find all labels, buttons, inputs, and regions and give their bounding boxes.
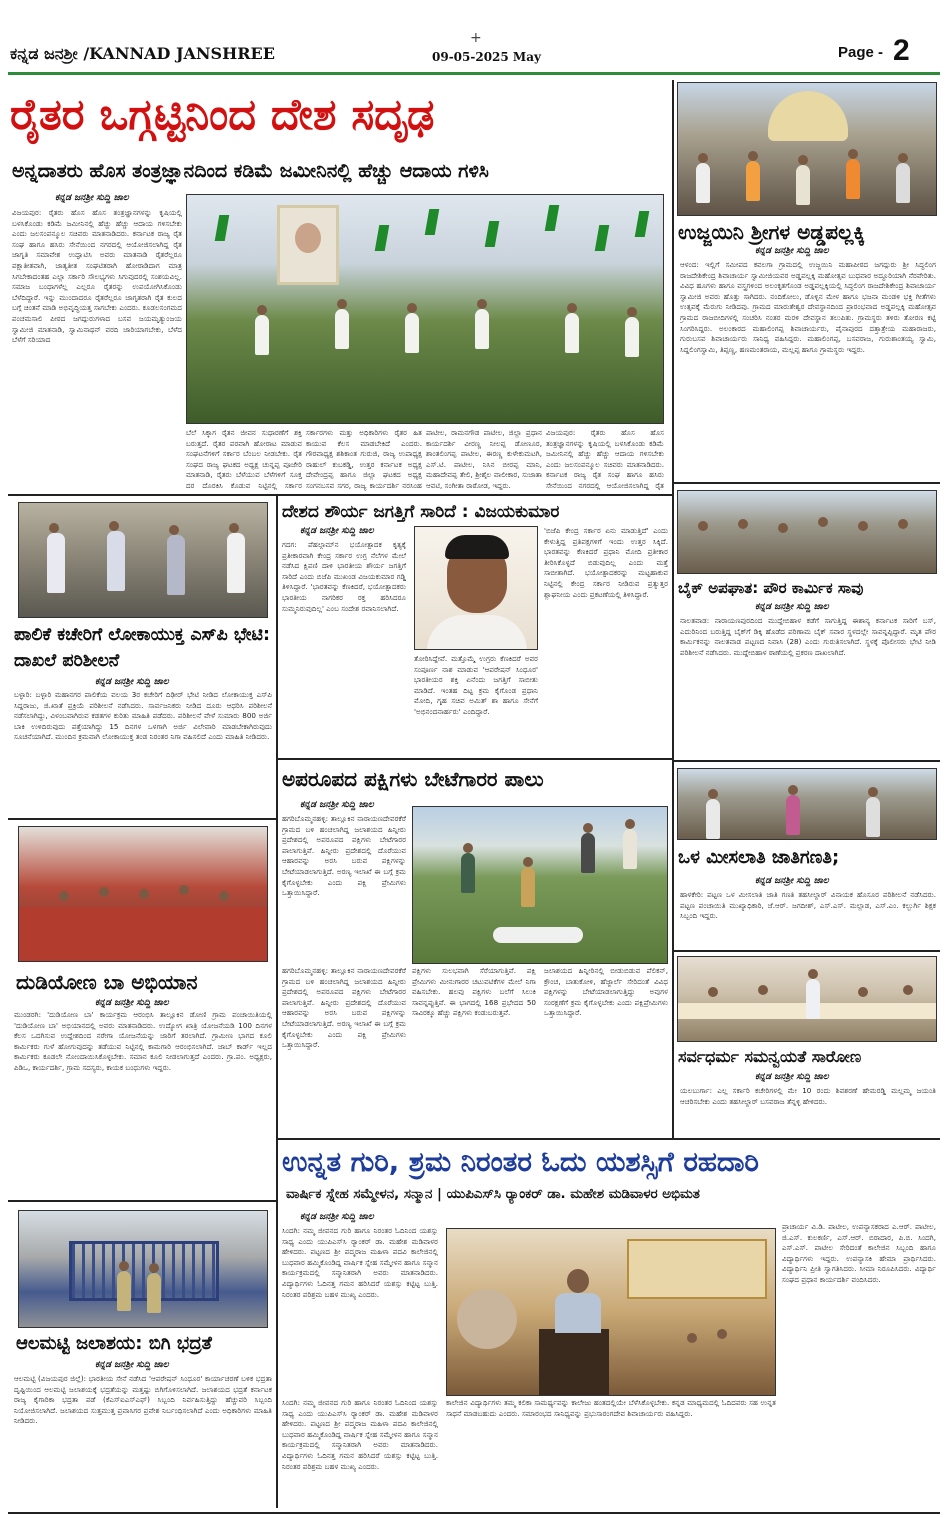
sarvadharma-headline: ಸರ್ವಧರ್ಮ ಸಮನ್ವಯತೆ ಸಾರೋಣ xyxy=(678,1047,862,1066)
section-divider xyxy=(8,1200,276,1202)
unnata-body-col4: ಸಿಂದಗಿ: ನಮ್ಮ ಜೀವನದ ಗುರಿ ಹಾಗೂ ನಿರಂತರ ಓದಿನಿಂದ ಯಶಸ್ಸು ಸಾಧ್ಯ ಎಂದು ಯುಪಿಎಸ್‌ಸಿ ರ್‍ಯಾಂಕರ್ ಡಾ. ಮಹೇಶ ಮಡಿವಾಳರ ಹೇಳಿದರು. ಪಟ್ಟಣದ ಶ್ರೀ ಪದ್ಮರಾಜ ಮಹಿಳಾ ಪದವಿ ಕಾಲೇಜಿನಲ್ಲಿ ಬುಧವಾರ ಹಮ್ಮಿಕೊಂಡಿದ್ದ ವಾರ್ಷಿಕ ಸ್ನೇಹ ಸಮ್ಮೇಳನ ಹಾಗೂ ಸನ್ಮಾನ ಕಾರ್ಯಕ್ರಮದಲ್ಲಿ ಸನ್ಮಾನಿತರಾಗಿ ಅವರು ಮಾತನಾಡಿದರು. ವಿದ್ಯಾರ್ಥಿಗಳು ಓದಿನತ್ತ ಗಮನ ಹರಿಸಿದರೆ ಯಶಸ್ಸು ಕಟ್ಟಿಟ್ಟ ಬುತ್ತಿ. ನಿರಂತರ ಪರಿಶ್ರಮ ಬಹಳ ಮುಖ್ಯ ಎಂದರು. xyxy=(282,1398,438,1471)
almatti-headline: ಆಲಮಟ್ಟಿ ಜಲಾಶಯ: ಬಿಗಿ ಭದ್ರತೆ xyxy=(16,1333,212,1354)
birds-byline: ಕನ್ನಡ ಜನಶ್ರೀ ಸುದ್ದಿ ಜಾಲ xyxy=(300,800,374,810)
lead-headline: ರೈತರ ಒಗ್ಗಟ್ಟಿನಿಂದ ದೇಶ ಸದೃಢ xyxy=(10,90,435,140)
vijayakumar-byline: ಕನ್ನಡ ಜನಶ್ರೀ ಸುದ್ದಿ ಜಾಲ xyxy=(300,526,374,536)
lokayukta-body: ಬಳ್ಳಾರಿ: ಬಳ್ಳಾರಿ ಮಹಾನಗರ ಪಾಲಿಕೆಯ ವಲಯ 3ರ ಕಚೇರಿಗೆ ದಿಢೀರ್ ಭೇಟಿ ನೀಡಿದ ಲೋಕಾಯುಕ್ತ ಎಸ್‌ಪಿ ಸಿದ್ದರಾಜು, ಜಿ.ಖಾತೆ ಪ್ರಕ್ರಿಯೆ ಪರಿಶೀಲನೆ ನಡೆಸಿದರು. ಸಾರ್ವಜನಿಕರು ನೀಡಿದ ದೂರು ಆಧರಿಸಿ ಪರಿಶೀಲನೆ ನಡೆಸಲಾಗಿದ್ದು, ವಿಳಂಬವಾಗಿರುವ ಕಡತಗಳ ಕುರಿತು ಮಾಹಿತಿ ಪಡೆದರು. ಪರಿಶೀಲನೆ ವೇಳೆ ಸುಮಾರು 800 ಅರ್ಜಿ ಬಾಕಿ ಉಳಿದಿರುವುದು ಪತ್ತೆಯಾಗಿದ್ದು 15 ದಿನಗಳ ಒಳಗಾಗಿ ಅರ್ಜಿ ವಿಲೇವಾರಿ ಮಾಡಬೇಕಾಗಿರುವುದು ಸೂಚನೆಯಾಗಿದೆ. ಮುಂದಿನ ಕ್ರಮವಾಗಿ ಲೋಕಾಯುಕ್ತ ತಂಡ ನಿರಂತರ ನಿಗಾ ವಹಿಸಲಿದೆ ಎಂದು ಮಾಹಿತಿ ನೀಡಿದರು. xyxy=(14,690,272,742)
guard xyxy=(147,1273,161,1313)
bike-body: ನಾಲತವಾಡ: ನಾರಾಯಣಪುರದಿಂದ ಮುದ್ದೇಬಿಹಾಳ ಕಡೆಗೆ ಸಾಗುತ್ತಿದ್ದ ಈಶಾನ್ಯ ಕರ್ನಾಟಕ ಸಾರಿಗೆ ಬಸ್, ಎದುರಿನಿಂದ ಬರುತ್ತಿದ್ದ ಬೈಕ್‌ಗೆ ಡಿಕ್ಕಿ ಹೊಡೆದ ಪರಿಣಾಮ ಬೈಕ್ ಸವಾರ ಸ್ಥಳದಲ್ಲೇ ಸಾವನ್ನಪ್ಪಿದ್ದಾರೆ. ಮೃತ ಪೌರ ಕಾರ್ಮಿಕನನ್ನು ನಾಲತವಾಡ ಪಟ್ಟಣದ ನಿವಾಸಿ (28) ಎಂದು ಗುರುತಿಸಲಾಗಿದೆ. ಸ್ಥಳಕ್ಕೆ ಪೊಲೀಸರು ಭೇಟಿ ನೀಡಿ ಪರಿಶೀಲನೆ ನಡೆಸಿದರು. ಮುದ್ದೇಬಿಹಾಳ ಠಾಣೆಯಲ್ಲಿ ಪ್ರಕರಣ ದಾಖಲಾಗಿದೆ. xyxy=(680,616,936,657)
hair xyxy=(445,535,509,559)
person xyxy=(687,1333,697,1343)
page-label: Page - xyxy=(838,44,884,61)
person xyxy=(167,535,185,595)
unnata-subheadline: ವಾರ್ಷಿಕ ಸ್ನೇಹ ಸಮ್ಮೇಳನ, ಸನ್ಮಾನ | ಯುಪಿಎಸ್‌ಸಿ ರ್‍ಯಾಂಕರ್ ಡಾ. ಮಹೇಶ ಮಡಿವಾಳರ ಅಭಿಮತ xyxy=(286,1187,700,1202)
masthead xyxy=(0,0,945,74)
ujjaini-byline: ಕನ್ನಡ ಜನಶ್ರೀ ಸುದ್ದಿ ಜಾಲ xyxy=(755,246,829,256)
birds-body-col2: ಪಕ್ಷಿಗಳು ಸುಲಭವಾಗಿ ಸೆರೆಯಾಗುತ್ತಿವೆ. ಪಕ್ಷಿ ಪ್ರೇಮಿಗಳು ಮೀನುಗಾರರ ಚಟುವಟಿಕೆಗಳ ಮೇಲೆ ನಿಗಾ ವಹಿಸಬೇಕು. ಹಲವು ಪಕ್ಷಿಗಳು ಬಲೆಗೆ ಸಿಲುಕಿ ಸಾವನ್ನಪ್ಪುತ್ತಿವೆ. ಈ ಭಾಗದಲ್ಲಿ 168 ಪ್ರಭೇದದ 50 ಸಾವಿರಕ್ಕೂ ಹೆಚ್ಚು ಪಕ್ಷಿಗಳು ಕಂಡುಬರುತ್ತವೆ. xyxy=(412,966,536,1018)
person xyxy=(706,799,720,839)
crop-mark-icon: + xyxy=(470,30,482,46)
person xyxy=(337,299,347,309)
vijayakumar-headline: ದೇಶದ ಶೌರ್ಯ ಜಗತ್ತಿಗೆ ಸಾರಿದೆ : ವಿಜಯಕುಮಾರ xyxy=(282,502,560,522)
person xyxy=(788,785,798,795)
vijayakumar-portrait-photo xyxy=(414,526,538,650)
person xyxy=(477,299,487,309)
person xyxy=(107,531,125,591)
person xyxy=(335,309,349,349)
person xyxy=(808,969,818,979)
person xyxy=(858,521,868,531)
green-flag-icon xyxy=(635,211,650,237)
person xyxy=(475,309,489,349)
person xyxy=(778,523,788,533)
person xyxy=(257,305,267,315)
person xyxy=(818,517,828,527)
podium xyxy=(539,1329,609,1396)
person xyxy=(748,151,758,161)
palanquin-procession-photo xyxy=(677,82,937,216)
person xyxy=(567,303,577,313)
person xyxy=(565,313,579,353)
person xyxy=(99,887,109,897)
lead-body-col4: ಪಾಟೀಲ, ರಾಮನಗೌಡ ಪಾಟೀಲ, ಜಿಲ್ಲಾ ಪ್ರಧಾನ ಕಾರ್ಯದರ್ಶಿ ವೀರಣ್ಣ ನೀಲಪ್ಪ ಡೋಣೂರ, ಶಾಂತಲಿಂಗಪ್ಪ ಪಾಟೀಲ, ಈರಣ್ಣ ಕುಳೇಕುಮಟಗಿ, ಎಸ್.ಟಿ. ಪಾಟೀಲ, ನಿಸಿನ ಬೀರಪ್ಪ ಮಾನಿ, ಮಹಾದೇವಪ್ಪ ತೇಲಿ, ಶ್ರೀಶೈಲ ವಾಲೀಕಾರ, ಸುಜಾತಾ ಆವಟಿ, ಸಂಗೀತಾ ರಾಠೋಡ, ಇದ್ದರು. xyxy=(426,428,542,490)
person xyxy=(521,867,535,907)
person xyxy=(405,313,419,353)
person xyxy=(47,533,65,593)
person xyxy=(848,149,858,159)
birds-body-col4: ಹಗರಿಬೊಮ್ಮನಹಳ್ಳಿ: ತಾಲ್ಲೂಕಿನ ನಾರಾಯಣದೇವರಕೆರೆ ಗ್ರಾಮದ ಬಳಿ ಹಂಚಲಾಗಿದ್ದ ಜಲಾಶಯದ ಹಿನ್ನೀರು ಪ್ರದೇಶದಲ್ಲಿ ಅಪರೂಪದ ಪಕ್ಷಿಗಳು ಬೇಟೆಗಾರರ ಪಾಲಾಗುತ್ತಿವೆ. ಹಿನ್ನೀರು ಪ್ರದೇಶದಲ್ಲಿ ದೊರೆಯುವ ಆಹಾರವನ್ನು ಅರಸಿ ಬರುವ ಪಕ್ಷಿಗಳನ್ನು ಬೇಟೆಯಾಡಲಾಗುತ್ತಿದೆ. ಅರಣ್ಯ ಇಲಾಖೆ ಈ ಬಗ್ಗೆ ಕ್ರಮ ಕೈಗೊಳ್ಳಬೇಕು ಎಂದು ಪಕ್ಷಿ ಪ್ರೇಮಿಗಳು ಒತ್ತಾಯಿಸಿದ್ದಾರೆ. xyxy=(282,966,406,1050)
person xyxy=(758,985,768,995)
red-mat xyxy=(19,907,268,962)
page-bottom-rule xyxy=(8,1512,940,1514)
person xyxy=(581,833,595,873)
green-flag-icon xyxy=(425,209,440,235)
person xyxy=(625,317,639,357)
guard xyxy=(117,1271,131,1311)
sarvadharma-body: ಯಲಬುರ್ಗಾ: ಎಲ್ಲ ಸರ್ಕಾರಿ ಕಚೇರಿಗಳಲ್ಲಿ ಮೇ 10 ರಂದು ಶಿವಶರಣೆ ಹೇಮರಡ್ಡಿ ಮಲ್ಲಮ್ಮ ಜಯಂತಿ ಆಚರಿಸಬೇಕು ಎಂದು ತಹಸೀಲ್ದಾರ್ ಬಸವರಾಜ ತೆನ್ನಳ್ಳಿ ಹೇಳಿದರು. xyxy=(680,1086,936,1106)
person xyxy=(463,843,473,853)
person xyxy=(786,795,800,835)
guard xyxy=(119,1261,129,1271)
person xyxy=(109,521,119,531)
person xyxy=(139,889,149,899)
person xyxy=(698,521,708,531)
section-divider xyxy=(674,950,940,952)
farmers-rally-photo xyxy=(186,194,664,424)
birds-body-col3: ಜಲಾಶಯದ ಹಿನ್ನೀರಿನಲ್ಲಿ ಬೀಡುಬಿಡುವ ಪೆಲಿಕನ್, ಕ್ರೌಂಚ, ಬಾತುಕೋಳಿ, ಹೆಜ್ಜಾರ್ಲೆ ಸೇರಿದಂತೆ ವಿವಿಧ ಪಕ್ಷಿಗಳನ್ನು ಬೇಟೆಯಾಡಲಾಗುತ್ತಿದ್ದು ಅವುಗಳ ಸಂರಕ್ಷಣೆಗೆ ಕ್ರಮ ಕೈಗೊಳ್ಳಬೇಕು ಎಂದು ಪಕ್ಷಿಪ್ರೇಮಿಗಳು ಒತ್ತಾಯಿಸಿದ್ದಾರೆ. xyxy=(544,966,668,1018)
section-divider xyxy=(8,494,672,496)
section-divider xyxy=(674,760,940,762)
ujjaini-body: ಆಳಂದ: ಇಲ್ಲಿಗೆ ಸಮೀಪದ ಕವಲಗಾ ಗ್ರಾಮದಲ್ಲಿ ಉಜ್ಜಯಿನಿ ಮಹಾಪೀಠದ ಜಗದ್ಗುರು ಶ್ರೀ ಸಿದ್ಧಲಿಂಗ ರಾಜದೇಶಿಕೇಂದ್ರ ಶಿವಾಚಾರ್ಯ ಸ್ವಾಮೀಜಿಯವರ ಅಡ್ಡಪಲ್ಲಕ್ಕಿ ಮಹೋತ್ಸವ ಬುಧವಾರ ಅದ್ಧೂರಿಯಾಗಿ ನೆರವೇರಿತು. ವಿವಿಧ ಹೂಗಳು ಹಾಗೂ ವಸ್ತ್ರಗಳಿಂದ ಅಲಂಕೃತಗೊಂಡ ಅಡ್ಡಪಲ್ಲಕ್ಕಿಯಲ್ಲಿ ಸಿದ್ಧಲಿಂಗ ರಾಜದೇಶಿಕೇಂದ್ರ ಶಿವಾಚಾರ್ಯ ಸ್ವಾಮೀಜಿ ಅವರು ಹೊತ್ತು ಸಾಗಿದರು. ನಂದಿಕೋಲು, ಡೊಳ್ಳಿನ ಮೇಳ ಹಾಗೂ ಭಜನಾ ಮಂಡಳಿ ಭಕ್ತಿ ಗೀತೆಗಳು ಉತ್ಸವಕ್ಕೆ ಮೆರುಗು ನೀಡಿದವು. ಗ್ರಾಮದ ಮಾರುತೇಶ್ವರ ದೇವಸ್ಥಾನದಿಂದ ಪ್ರಾರಂಭವಾದ ಅಡ್ಡಪಲ್ಲಕ್ಕಿ ಮಹೋತ್ಸವ ಗ್ರಾಮದ ರಾಜಬೀದಿಗಳಲ್ಲಿ ಸಂಚರಿಸಿ ನಂತರ ಮರಳಿ ದೇವಸ್ಥಾನ ತಲುಪಿತು. ಗ್ರಾಮಸ್ಥರು ತಳಿರು ತೋರಣ ಕಟ್ಟಿ ಸಿಂಗರಿಸಿದ್ದರು. ಅಲಂಕಾರದ ಮಹಾಲಿಂಗಪ್ಪ ಶಿವಾಚಾರ್ಯರು, ಪೈನಾಪುರದ ದತ್ತಾತ್ರೇಯ ಮಹಾರಾಜರು, ಗುರುಬಸವ ಶಿವಾಚಾರ್ಯರು ಸಾನಿಧ್ಯ ವಹಿಸಿದ್ದರು. ಮಹಾಲಿಂಗಪ್ಪ, ಬಸವರಾಜ, ಗುರುಶಾಂತಯ್ಯ ಸ್ವಾಮಿ, ಸಿದ್ದಲಿಂಗಸ್ವಾಮಿ, ತಿಪ್ಪಣ್ಣ, ಹಣಮಂತರಾಯ, ಮಲ್ಲಪ್ಪ ಹಾಗೂ ಗ್ರಾಮಸ್ಥರು ಇದ್ದರು. xyxy=(680,260,936,354)
person xyxy=(717,1329,727,1339)
dam-gate xyxy=(69,1241,219,1301)
person xyxy=(59,891,69,901)
lead-body-col5: ವಿಜಯಪುರ: ರೈತರು ಹೊಸ ಹೊಸ ತಂತ್ರಜ್ಞಾನಗಳನ್ನು ಕೃಷಿಯಲ್ಲಿ ಬಳಸಿಕೊಂಡು ಕಡಿಮೆ ಜಮೀನಿನಲ್ಲಿ ಹೆಚ್ಚು ಹೆಚ್ಚು ಆದಾಯ ಗಳಿಸಬೇಕು ಎಂದು ಜಲಸಂಪನ್ಮೂಲ ಸಚಿವರು ಮಾತನಾಡಿದರು. ಕರ್ನಾಟಕ ರಾಜ್ಯ ರೈತ ಸಂಘ ಹಾಗೂ ಹಸಿರು ಸೇನೆಯಿಂದ ನಗರದಲ್ಲಿ ಆಯೋಜಿಸಲಾಗಿದ್ದ ರೈತ xyxy=(546,428,664,490)
column-divider xyxy=(672,80,674,1138)
person xyxy=(868,787,878,797)
guard xyxy=(149,1263,159,1273)
person xyxy=(798,155,808,165)
person xyxy=(219,891,229,901)
sarvadharma-byline: ಕನ್ನಡ ಜನಶ್ರೀ ಸುದ್ದಿ ಜಾಲ xyxy=(755,1072,829,1082)
lead-body-col1: ವಿಜಯಪುರ: ರೈತರು ಹೊಸ ಹೊಸ ತಂತ್ರಜ್ಞಾನಗಳನ್ನು ಕೃಷಿಯಲ್ಲಿ ಬಳಸಿಕೊಂಡು ಕಡಿಮೆ ಜಮೀನಿನಲ್ಲಿ ಹೆಚ್ಚು ಹೆಚ್ಚು ಆದಾಯ ಗಳಿಸಬೇಕು ಎಂದು ಜಲಸಂಪನ್ಮೂಲ ಸಚಿವರು ಮಾತನಾಡಿದರು. ಕರ್ನಾಟಕ ರಾಜ್ಯ ರೈತ ಸಂಘ ಹಾಗೂ ಹಸಿರು ಸೇನೆಯಿಂದ ನಗರದಲ್ಲಿ ಆಯೋಜಿಸಲಾಗಿದ್ದ ರೈತ ಜಾಗೃತಿ ಸಮಾವೇಶ ಉದ್ಘಾಟಿಸಿ ಅವರು ಮಾತನಾಡಿ ರೈತರೆಲ್ಲರೂ ಪಕ್ಷಾತೀತವಾಗಿ, ಜಾತ್ಯತೀತ ಸಂಘಟಿತರಾಗಿ ಹೋರಾಡಿದಾಗ ಮಾತ್ರ ಸಿಗಬೇಕಾದಂತಹ ಎಲ್ಲಾ ಸರ್ಕಾರಿ ಸೌಲಭ್ಯಗಳು ಸಿಗುವುದರಲ್ಲಿ ಸಂಶಯವಿಲ್ಲ. ಸಮಾಜ ಬಂಧಾಗಳೆಲ್ಲ ಎಲ್ಲರೂ ರೈತರನ್ನು ಉಪಯೋಗಿಸಿಕೊಂಡು ಬೆಳೆದಿದ್ದಾರೆ. ಇನ್ನು ಮುಂದಾದರೂ ರೈತರೆಲ್ಲರೂ ಜಾಗೃತರಾಗಿ ರೈತ ಕುಲದ ಬಗ್ಗೆ ಚಿಂತನೆ ಮಾಡಿ ಅಭಿವೃದ್ಧಿಯತ್ತ ಸಾಗಬೇಕು ಎಂದರು. ಕೂಡಲಸಂಗಮದ ಪಂಚಮಸಾಲಿ ಪೀಠದ ಜಗದ್ಗುರುಗಳಾದ ಬಸವ ಜಯಮೃತ್ಯುಂಜಯ ಸ್ವಾಮೀಜಿ ಮಾತನಾಡಿ, ಸ್ವಾಮಿನಾಥನ್ ವರದಿ ಜಾರಿಯಾಗಬೇಕು, ಬೆಳೆದ ಬೆಳೆಗೆ ಸರಿಯಾದ xyxy=(12,208,182,345)
person xyxy=(796,165,810,205)
ujjaini-headline: ಉಜ್ಜಯಿನಿ ಶ್ರೀಗಳ ಅಡ್ಡಪಲ್ಲಕ್ಕಿ xyxy=(678,220,865,244)
column-divider xyxy=(276,496,278,1508)
person xyxy=(846,159,860,199)
person xyxy=(461,853,475,893)
lokayukta-visit-photo xyxy=(18,502,268,618)
person xyxy=(627,307,637,317)
issue-date: 09-05-2025 May xyxy=(432,50,541,64)
unnata-body-col1: ಸಿಂದಗಿ: ನಮ್ಮ ಜೀವನದ ಗುರಿ ಹಾಗೂ ನಿರಂತರ ಓದಿನಿಂದ ಯಶಸ್ಸು ಸಾಧ್ಯ ಎಂದು ಯುಪಿಎಸ್‌ಸಿ ರ್‍ಯಾಂಕರ್ ಡಾ. ಮಹೇಶ ಮಡಿವಾಳರ ಹೇಳಿದರು. ಪಟ್ಟಣದ ಶ್ರೀ ಪದ್ಮರಾಜ ಮಹಿಳಾ ಪದವಿ ಕಾಲೇಜಿನಲ್ಲಿ ಬುಧವಾರ ಹಮ್ಮಿಕೊಂಡಿದ್ದ ವಾರ್ಷಿಕ ಸ್ನೇಹ ಸಮ್ಮೇಳನ ಹಾಗೂ ಸನ್ಮಾನ ಕಾರ್ಯಕ್ರಮದಲ್ಲಿ ಸನ್ಮಾನಿತರಾಗಿ ಅವರು ಮಾತನಾಡಿದರು. ವಿದ್ಯಾರ್ಥಿಗಳು ಓದಿನತ್ತ ಗಮನ ಹರಿಸಿದರೆ ಯಶಸ್ಸು ಕಟ್ಟಿಟ್ಟ ಬುತ್ತಿ. ನಿರಂತರ ಪರಿಶ್ರಮ ಬಹಳ ಮುಖ್ಯ ಎಂದರು. xyxy=(282,1226,438,1299)
lead-body-col2: ಬೆಲೆ ಸಿಕ್ಕಾಗ ರೈತನ ಜೀವನ ಸುಧಾರಣೆಗೆ ಶಕ್ತಿ ಬರುತ್ತದೆ. ರೈತರ ಪರವಾಗಿ ಹೋರಾಟ ಮಾಡುವ ಸಂಘಟನೆಗಳಿಗೆ ಸರ್ಕಾರ ಬೆಂಬಲ ನೀಡಬೇಕು. ರೈತ ಸಂಘದ ರಾಜ್ಯ ಘಟಕದ ಅಧ್ಯಕ್ಷ ಚುನ್ನಪ್ಪ ಪೂಜೇರಿ ಮಾತನಾಡಿ, ರೈತರು ಬೆಳೆಯುವ ಬೆಳೆಗಳಿಗೆ ಸೂಕ್ತ ದರ ದೊರಕಿಸಿ ಕೊಡುವ ನಿಟ್ಟಿನಲ್ಲಿ ಸರ್ಕಾರ xyxy=(186,428,302,490)
masthead-title: ಕನ್ನಡ ಜನಶ್ರೀ /KANNAD JANSHREE xyxy=(10,44,275,63)
census-survey-photo xyxy=(677,768,937,840)
masthead-divider xyxy=(8,72,940,75)
shirt xyxy=(427,615,527,650)
person xyxy=(698,153,708,163)
lead-subheadline: ಅನ್ನದಾತರು ಹೊಸ ತಂತ್ರಜ್ಞಾನದಿಂದ ಕಡಿಮೆ ಜಮೀನಿನಲ್ಲಿ ಹೆಚ್ಚು ಆದಾಯ ಗಳಿಸಿ xyxy=(12,160,489,182)
green-flag-icon xyxy=(485,221,500,247)
lead-byline: ಕನ್ನಡ ಜನಶ್ರೀ ಸುದ್ದಿ ಜಾಲ xyxy=(55,193,129,203)
vijayakumar-body-col2: ತೋರಿಸಿದ್ದೇವೆ. ಮತ್ತೊಮ್ಮೆ ಉಗ್ರರು ಕೆಣಕಿದರೆ ಅವರ ಸಂಪೂರ್ಣ ನಾಶ ಮಾಡುವ 'ಆಪರೇಷನ್ ಸಿಂಧೂರ' ಭಾರತೀಯರ ಶಕ್ತಿ ಏನೆಂದು ಜಗತ್ತಿಗೆ ಸಾಬೀತು ಮಾಡಿದೆ. ಇಂತಹ ದಿಟ್ಟ ಕ್ರಮ ಕೈಗೊಂಡ ಪ್ರಧಾನಿ ಮೋದಿ, ಗೃಹ ಸಚಿವ ಅಮಿತ್ ಶಾ ಹಾಗೂ ಸೇನೆಗೆ 'ಅಭಿನಂದನಾರ್ಹರು' ಎಂದಿದ್ದಾರೆ. xyxy=(414,654,538,716)
birds-headline: ಅಪರೂಪದ ಪಕ್ಷಿಗಳು ಬೇಟೆಗಾರರ ಪಾಲು xyxy=(282,767,544,791)
birds-body-col1: ಹಗರಿಬೊಮ್ಮನಹಳ್ಳಿ: ತಾಲ್ಲೂಕಿನ ನಾರಾಯಣದೇವರಕೆರೆ ಗ್ರಾಮದ ಬಳಿ ಹಂಚಲಾಗಿದ್ದ ಜಲಾಶಯದ ಹಿನ್ನೀರು ಪ್ರದೇಶದಲ್ಲಿ ಅಪರೂಪದ ಪಕ್ಷಿಗಳು ಬೇಟೆಗಾರರ ಪಾಲಾಗುತ್ತಿವೆ. ಹಿನ್ನೀರು ಪ್ರದೇಶದಲ್ಲಿ ದೊರೆಯುವ ಆಹಾರವನ್ನು ಅರಸಿ ಬರುವ ಪಕ್ಷಿಗಳನ್ನು ಬೇಟೆಯಾಡಲಾಗುತ್ತಿದೆ. ಅರಣ್ಯ ಇಲಾಖೆ ಈ ಬಗ್ಗೆ ಕ್ರಮ ಕೈಗೊಳ್ಳಬೇಕು ಎಂದು ಪಕ್ಷಿ ಪ್ರೇಮಿಗಳು ಒತ್ತಾಯಿಸಿದ್ದಾರೆ. xyxy=(282,814,406,898)
person xyxy=(898,519,908,529)
green-flag-icon xyxy=(595,225,610,251)
person xyxy=(229,523,239,533)
section-divider xyxy=(8,818,276,820)
bike-accident-crowd-photo xyxy=(677,490,937,574)
portrait-decoration xyxy=(457,1289,517,1349)
person xyxy=(708,987,718,997)
dudiyona-byline: ಕನ್ನಡ ಜನಶ್ರೀ ಸುದ್ದಿ ಜಾಲ xyxy=(95,998,169,1008)
person xyxy=(696,163,710,203)
person xyxy=(625,819,635,829)
person xyxy=(896,163,910,203)
dudiyona-meeting-photo xyxy=(18,826,268,962)
lead-body-col3: ಸರ್ಕಾರಗಳು ಮತ್ತು ಅಧಿಕಾರಿಗಳು ರೈತರ ಹಿತ ಕಾಯುವ ಕೆಲಸ ಮಾಡಬೇಕಿದೆ ಎಂದರು. ಗೌರವಾಧ್ಯಕ್ಷ ಶಶಿಕಾಂತ ಗುರುಜಿ, ರಾಜ್ಯ ಉಪಾಧ್ಯಕ್ಷ ರಾಹುಲ್ ಕುಬಕಡ್ಡಿ, ಉತ್ತರ ಕರ್ನಾಟಕ ಅಧ್ಯಕ್ಷ ದೇವೇಂದ್ರಪ್ಪ ಹಾಗೂ ಜಿಲ್ಲಾ ಘಟಕದ ಅಧ್ಯಕ್ಷ ಸಂಗನಬಸವ ಸಗರ, ರಾಜ್ಯ ಕಾರ್ಯದರ್ಶಿ ನರಸಿಂಹ xyxy=(306,428,422,490)
person xyxy=(903,985,913,995)
unnata-headline: ಉನ್ನತ ಗುರಿ, ಶ್ರಮ ನಿರಂತರ ಓದು ಯಶಸ್ಸಿಗೆ ರಹದಾರಿ xyxy=(282,1146,759,1178)
person xyxy=(858,987,868,997)
lokayukta-byline: ಕನ್ನಡ ಜನಶ್ರೀ ಸುದ್ದಿ ಜಾಲ xyxy=(95,677,169,687)
vijayakumar-body-col3: 'ಬಿಜೆಪಿ ಕೇಂದ್ರ ಸರ್ಕಾರ ಏನು ಮಾಡುತ್ತಿದೆ' ಎಂದು ಕೇಳುತ್ತಿದ್ದ ಪ್ರತಿಪಕ್ಷಗಳಿಗೆ ಇಂದು ಉತ್ತರ ಸಿಕ್ಕಿದೆ. ಭಾರತವನ್ನು ಕೆಣಕಿದರೆ ಪ್ರಧಾನಿ ಮೋದಿ ಪ್ರತೀಕಾರ ತೀರಿಸಿಕೊಳ್ಳದೆ ಬಿಡುವುದಿಲ್ಲ ಎಂದು ಮತ್ತೆ ಸಾಬೀತಾಗಿದೆ. ಭಯೋತ್ಪಾದಕರನ್ನು ಮಟ್ಟಹಾಕುವ ನಿಟ್ಟಿನಲ್ಲಿ ಕೇಂದ್ರ ಸರ್ಕಾರ ನೀಡಿರುವ ಪ್ರತ್ಯುತ್ತರ ಶ್ಲಾಘನೀಯ ಎಂದು ಪ್ರಕಟಣೆಯಲ್ಲಿ ತಿಳಿಸಿದ್ದಾರೆ. xyxy=(544,526,668,599)
person xyxy=(179,885,189,895)
lokayukta-headline: ಪಾಲಿಕೆ ಕಚೇರಿಗೆ ಲೋಕಾಯುಕ್ತ ಎಸ್‌ಪಿ ಭೇಟಿ: ದಾಖಲೆ ಪರಿಶೀಲನೆ xyxy=(14,625,270,671)
person xyxy=(623,829,637,869)
green-flag-icon xyxy=(215,215,230,241)
person xyxy=(583,823,593,833)
event-banner xyxy=(627,1239,767,1299)
almatti-byline: ಕನ್ನಡ ಜನಶ್ರೀ ಸುದ್ದಿ ಜಾಲ xyxy=(95,1360,169,1370)
unnata-byline: ಕನ್ನಡ ಜನಶ್ರೀ ಸುದ್ದಿ ಜಾಲ xyxy=(300,1212,374,1222)
section-divider xyxy=(278,758,672,760)
person xyxy=(898,153,908,163)
person xyxy=(708,789,718,799)
unnata-body-col3: ಪ್ರಾಚಾರ್ಯ ವಿ.ಡಿ. ಪಾಟೀಲ, ಉಪನ್ಯಾಸಕರಾದ ಎ.ಆರ್. ಪಾಟೀಲ, ಜಿ.ಎಸ್. ಕುಲಕರ್ಣಿ, ಎಸ್.ಆರ್. ಬಿರಾದಾರ, ಪಿ.ಬಿ. ಸಿಂದಗಿ, ಎಸ್.ಎಸ್. ಪಾಟೀಲ ಸೇರಿದಂತೆ ಕಾಲೇಜಿನ ಸಿಬ್ಬಂದಿ ಹಾಗೂ ವಿದ್ಯಾರ್ಥಿಗಳು ಇದ್ದರು. ಉಪನ್ಯಾಸಕಿ ಹೇಮಾ ಪ್ರಾರ್ಥಿಸಿದರು. ವಿದ್ಯಾರ್ಥಿನಿ ಪ್ರೀತಿ ಸ್ವಾಗತಿಸಿದರು. ಸೀಮಾ ನಿರೂಪಿಸಿದರು. ವಿದ್ಯಾರ್ಥಿ ಸಂಘದ ಪ್ರಧಾನ ಕಾರ್ಯದರ್ಶಿ ವಂದಿಸಿದರು. xyxy=(782,1222,936,1284)
person xyxy=(806,979,820,1019)
census-byline: ಕನ್ನಡ ಜನಶ್ರೀ ಸುದ್ದಿ ಜಾಲ xyxy=(755,876,829,886)
section-divider xyxy=(674,482,940,484)
bike-byline: ಕನ್ನಡ ಜನಶ್ರೀ ಸುದ್ದಿ ಜಾಲ xyxy=(755,602,829,612)
census-headline: ಒಳ ಮೀಸಲಾತಿ ಜಾತಿಗಣತಿ; xyxy=(678,847,840,868)
person xyxy=(49,523,59,533)
census-body: ಹಾಳಕೇರಿ: ಪಟ್ಟಣ ಒಳ ಮೀಸಲಾತಿ ಜಾತಿ ಗಣತಿ ತಹಸೀಲ್ದಾರ್ ವಿನಾಯಕ ಹೊಸೂರ ಪರಿಶೀಲನೆ ನಡೆಸಿದರು. ಪಟ್ಟಣ ಪಂಚಾಯಿತಿ ಮುಖ್ಯಾಧಿಕಾರಿ, ಜೆ.ಆರ್. ಜಗದೀಶ್, ಎಸ್.ಎಸ್. ಮಲ್ಲಾಡ, ಎಸ್.ಎಂ. ಕಲ್ಬುರ್ಗಿ ಶಿಕ್ಷಕ ಸಿಬ್ಬಂದಿ ಇದ್ದರು. xyxy=(680,890,936,921)
dead-birds xyxy=(493,927,583,943)
almatti-dam-gate-photo xyxy=(18,1210,268,1328)
person xyxy=(738,519,748,529)
person xyxy=(169,525,179,535)
person xyxy=(746,161,760,201)
speaker-shirt xyxy=(555,1293,601,1333)
portrait-face xyxy=(295,223,321,253)
sarvadharma-meeting-photo xyxy=(677,956,937,1042)
person xyxy=(523,857,533,867)
vijayakumar-body-col1: ಗದಗ: ಪೆಹಲ್ಗಾಮ್‌ನ ಭಯೋತ್ಪಾದಕ ಕೃತ್ಯಕ್ಕೆ ಪ್ರತೀಕಾರವಾಗಿ ಕೇಂದ್ರ ಸರ್ಕಾರ ಉಗ್ರ ನೆಲೆಗಳ ಮೇಲೆ ನಡೆಸಿದ ಕ್ಷಿಪಣಿ ದಾಳಿ ಭಾರತೀಯ ಶೌರ್ಯ ಜಗತ್ತಿಗೆ ಸಾರಿದೆ ಎಂದು ಬಿಜೆಪಿ ಮುಖಂಡ ವಿಜಯಕುಮಾರ ಗಡ್ಡಿ ತಿಳಿಸಿದ್ದಾರೆ. 'ಭಾರತವನ್ನು ಕೆಣಕಿದರೆ, ಭಯೋತ್ಪಾದಕರು ಭಾರತೀಯ ನಾಗರಿಕರ ರಕ್ತ ಹರಿಸಿದರೂ ಸುಮ್ಮನಿರುವುದಿಲ್ಲ' ಎಂಬ ಸಂದೇಶ ರವಾನಿಸಲಾಗಿದೆ. xyxy=(282,540,406,613)
green-flag-icon xyxy=(545,205,560,231)
almatti-body: ಆಲಮಟ್ಟಿ (ವಿಜಯಪುರ ಜಿಲ್ಲೆ): ಭಾರತೀಯ ಸೇನೆ ನಡೆಸಿದ 'ಆಪರೇಷನ್ ಸಿಂಧೂರ' ಕಾರ್ಯಾಚರಣೆ ಬಳಿಕ ಭದ್ರತಾ ದೃಷ್ಟಿಯಿಂದ ಆಲಮಟ್ಟಿ ಜಲಾಶಯಕ್ಕೆ ಭದ್ರತೆಯನ್ನು ಮತ್ತಷ್ಟು ಬಿಗಿಗೊಳಿಸಲಾಗಿದೆ. ಜಲಾಶಯದ ಭದ್ರತೆ ಕರ್ನಾಟಕ ರಾಜ್ಯ ಕೈಗಾರಿಕಾ ಭದ್ರತಾ ಪಡೆ (ಕೆಎಸ್ಐಎಸ್ಎಫ್) ಸಿಬ್ಬಂದಿ ನಿರ್ವಹಿಸುತ್ತಿದ್ದು ಹೆಚ್ಚುವರಿ ಸಿಬ್ಬಂದಿ ನಿಯೋಜಿಸಲಾಗಿದೆ. ಜಲಾಶಯದ ಸುತ್ತಮುತ್ತ ಪ್ರವಾಸಿಗರ ಪ್ರವೇಶ ನಿರ್ಬಂಧಿಸಲಾಗಿದೆ ಎಂದು ಅಧಿಕಾರಿಗಳು ಮಾಹಿತಿ ನೀಡಿದರು. xyxy=(14,1374,272,1426)
unnata-body-col2: ಕಾಲೇಜಿನ ವಿದ್ಯಾರ್ಥಿಗಳು ತಮ್ಮ ಕಲಿಕಾ ಸಾಮರ್ಥ್ಯವನ್ನು ಕಾಲೇಜು ಹಂತದಲ್ಲಿಯೇ ಬೆಳೆಸಿಕೊಳ್ಳಬೇಕು. ಕನ್ನಡ ಮಾಧ್ಯಮದಲ್ಲಿ ಓದಿದವರು ಸಹ ಉನ್ನತ ಸಾಧನೆ ಮಾಡಬಹುದು ಎಂದರು. ಸಮಾರಂಭದ ಸಾನಿಧ್ಯವನ್ನು ಪ್ರಭುಸಾರಂಗದೇವ ಶಿವಾಚಾರ್ಯರು ವಹಿಸಿದ್ದರು. xyxy=(446,1398,776,1418)
unnata-ceremony-photo xyxy=(446,1228,776,1396)
dudiyona-headline: ದುಡಿಯೋಣ ಬಾ ಅಭಿಯಾನ xyxy=(16,970,198,994)
bike-headline: ಬೈಕ್ ಅಪಘಾತ: ಪೌರ ಕಾರ್ಮಿಕ ಸಾವು xyxy=(678,579,864,597)
person xyxy=(866,797,880,837)
birds-field-photo xyxy=(412,806,668,964)
person xyxy=(255,315,269,355)
green-flag-icon xyxy=(375,225,390,251)
person xyxy=(407,303,417,313)
page-number: 2 xyxy=(893,34,910,67)
palanquin xyxy=(768,91,848,141)
person xyxy=(227,533,245,593)
section-divider xyxy=(278,1138,940,1140)
dudiyona-body: ಮುಂಡರಗಿ: 'ದುಡಿಯೋಣ ಬಾ' ಕಾರ್ಯಕ್ರಮ ಆರಂಭಿಸಿ ತಾಲ್ಲೂಕಿನ ಡೋಣಿ ಗ್ರಾಮ ಪಂಚಾಯಿತಿಯಲ್ಲಿ 'ದುಡಿಯೋಣ ಬಾ' ಅಭಿಯಾನದಲ್ಲಿ ಅವರು ಮಾತನಾಡಿದರು. ಉದ್ಯೋಗ ಖಾತ್ರಿ ಯೋಜನೆಯಡಿ 100 ದಿನಗಳ ಕೆಲಸ ಒದಗಿಸುವ ಉದ್ದೇಶದಿಂದ ನರೇಗಾ ಯೋಜನೆಯನ್ನು ಜಾರಿಗೆ ತರಲಾಗಿದೆ. ಗ್ರಾಮೀಣ ಭಾಗದ ಕೂಲಿ ಕಾರ್ಮಿಕರು ಗುಳೆ ಹೋಗುವುದನ್ನು ತಡೆಯುವ ನಿಟ್ಟಿನಲ್ಲಿ ಕಾಮಗಾರಿ ಆರಂಭಿಸಲಾಗಿದೆ. ಜಾಬ್ ಕಾರ್ಡ್ ಇಲ್ಲದ ಕಾರ್ಮಿಕರು ಕೂಡಲೇ ನೋಂದಾಯಿಸಿಕೊಳ್ಳಬೇಕು. ಸಮಾನ ಕೂಲಿ ನೀಡಲಾಗುತ್ತದೆ ಎಂದರು. ಗ್ರಾ.ಪಂ. ಅಧ್ಯಕ್ಷರು, ಪಿಡಿಒ, ಕಾರ್ಯದರ್ಶಿ, ಗ್ರಾಮ ಸದಸ್ಯರು, ಕಾಯಕ ಬಂಧುಗಳು ಇದ್ದರು. xyxy=(14,1010,272,1072)
speaker xyxy=(567,1269,589,1293)
